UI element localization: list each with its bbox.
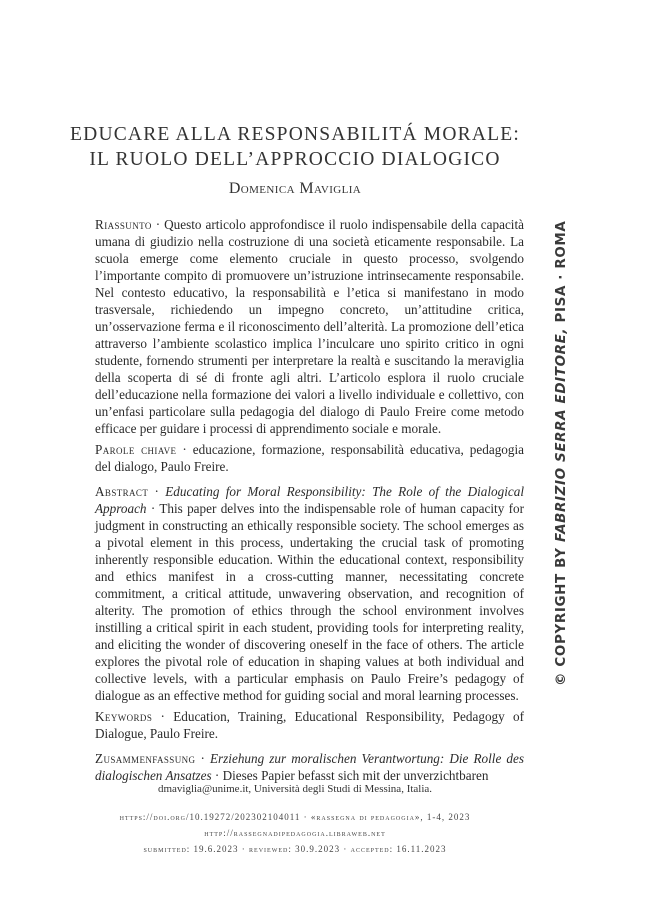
parole-chiave-separator: · <box>176 442 193 457</box>
journal-url-line <box>60 828 530 838</box>
parole-chiave-text: educazione, formazione, responsabilità educativa, pedagogia del dialogo, Paulo Freire. <box>95 442 524 474</box>
riassunto-text: Questo articolo approfondisce il ruolo indispensabile della capacità umana di giudizio nella costruzione di una società eticamente responsabile. La scuola emerge come elemento cruciale in questo processo, svolgendo l’importante compito di promuovere un’istruzione intrinsecamente responsabile. Nel contesto educativo, la responsabilità e l’etica si manifestano in modo trasversale, richiedendo un impegno concreto, un’attitudine critica, un’osservazione ferma e il riconoscimento dell’alterità. La promozione dell’etica attraverso l’ambiente scolastico implica l’inculcare uno spirito critico in ogni studente, fornendo strumenti per interpretare la realtà e suscitando la meraviglia della scoperta di sé di fronte agli altri. L’articolo esplora il ruolo cruciale dell’educazione nella formazione dei valori a livello individuale e collettivo, con un’enfasi particolare sulla pedagogia del dialogo di Paulo Freire come metodo efficace per guidare i processi di apprendimento sociale e morale. <box>95 217 524 436</box>
journal-url-text: http://rassegnadipedagogia.libraweb.net <box>204 828 386 838</box>
abstract-label: Abstract <box>95 484 149 499</box>
doi-line <box>60 812 530 822</box>
parole-chiave-label: Parole chiave <box>95 442 177 457</box>
zusammenfassung-separator-2: · <box>211 768 223 783</box>
abstract-text: This paper delves into the indispensable role of human capacity for judgment in constructing an ethically responsible society. The school emerges as a pivotal element in this process, undertaking the crucial task of promoting inherently responsible education. Within the educational context, responsibility and ethics manifest in a cross-cutting manner, necessitating concrete commitment, a critical attitude, unwavering observation, and recognition of alterity. The promotion of ethics through the school environment involves instilling a critical spirit in each student, providing tools for interpreting reality, and eliciting the wonder of discovering oneself in the face of others. The article explores the pivotal role of education in shaping values at both individual and collective levels, with a particular emphasis on Paulo Freire’s pedagogy of dialogue as an effective method for guiding social and moral learning processes. <box>95 501 524 703</box>
zusammenfassung-paragraph <box>95 750 524 784</box>
copyright-suffix: PISA · ROMA <box>553 220 569 328</box>
zusammenfassung-separator: · <box>195 751 210 766</box>
author-name <box>60 180 530 198</box>
title-line-2: IL RUOLO DELL’APPROCCIO DIALOGICO <box>89 149 501 170</box>
keywords-paragraph <box>95 708 524 742</box>
riassunto-paragraph <box>95 216 524 437</box>
abstract-separator: · <box>148 484 166 499</box>
author-affiliation-footnote: dmaviglia@unime.it, Università degli Studi di Messina, Italia. <box>157 783 433 795</box>
author-text: Domenica Maviglia <box>228 180 362 197</box>
copyright-prefix: © COPYRIGHT BY <box>553 542 569 686</box>
keywords-text: Education, Training, Educational Responsibility, Pedagogy of Dialogue, Paulo Freire. <box>95 709 524 741</box>
keywords-separator: · <box>152 709 174 724</box>
title-line-1: EDUCARE ALLA RESPONSABILITÁ MORALE: <box>70 124 520 145</box>
abstract-separator-2: · <box>146 501 160 516</box>
riassunto-label: Riassunto <box>95 217 152 232</box>
zusammenfassung-text: Dieses Papier befasst sich mit der unverzichtbaren <box>222 768 489 783</box>
parole-chiave-paragraph <box>95 441 524 475</box>
zusammenfassung-label: Zusammenfassung <box>95 751 196 766</box>
abstract-section <box>95 216 524 788</box>
zusammenfassung-title: Erziehung zur moralischen Verantwortung: Die Rolle des dialogischen Ansatzes <box>95 751 524 783</box>
keywords-label: Keywords <box>95 709 153 724</box>
article-title <box>60 122 530 172</box>
doi-text: https://doi.org/10.19272/202302104011 · «rassegna di pedagogia», 1-4, 2023 <box>119 812 471 822</box>
abstract-paragraph <box>95 483 524 704</box>
submission-dates-text: submitted: 19.6.2023 · reviewed: 30.9.2023 · accepted: 16.11.2023 <box>143 844 447 854</box>
copyright-vertical-notice <box>553 221 569 686</box>
copyright-publisher: FABRIZIO SERRA EDITORE, <box>553 327 569 542</box>
riassunto-separator: · <box>151 217 165 232</box>
abstract-title: Educating for Moral Responsibility: The Role of the Dialogical Approach <box>95 484 524 516</box>
submission-dates-line <box>60 844 530 854</box>
